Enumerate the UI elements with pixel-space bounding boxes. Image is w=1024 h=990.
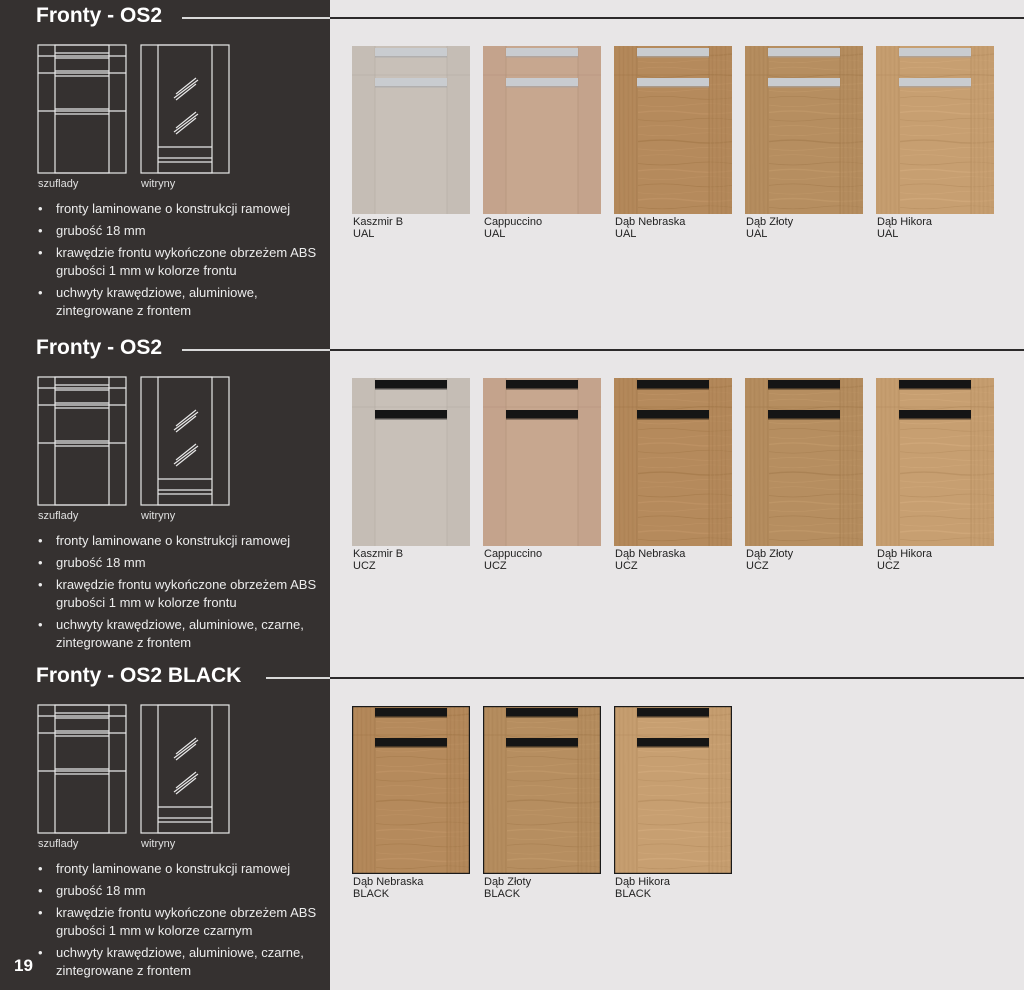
swatch-dab-hikora [876,46,994,214]
swatch-name: Cappuccino [484,548,543,560]
swatch-dab-hikora [614,706,732,874]
swatch-name: Dąb Nebraska [353,876,424,888]
swatch-cappuccino [483,378,601,546]
title-rule [182,17,330,19]
swatch-code: UCZ [484,560,507,572]
feature-item: • krawędzie frontu wykończone obrzeżem ABS grubości 1 mm w kolorze czarnym [36,904,326,940]
feature-item: • grubość 18 mm [36,222,326,240]
feature-item: • fronty laminowane o konstrukcji ramowej [36,532,326,550]
swatch-name: Kaszmir B [353,548,404,560]
title-rule [330,349,1024,351]
page-number: 19 [14,956,33,975]
swatch-dab-zloty [483,706,601,874]
feature-item: • uchwyty krawędziowe, aluminiowe, czarne, zintegrowane z frontem [36,616,326,652]
display-label: witryny [141,510,176,522]
swatch-name: Kaszmir B [353,216,404,228]
swatch-kaszmir-b [352,378,470,546]
title-rule [182,349,330,351]
drawers-diagram [37,376,127,506]
display-cabinet-diagram [140,376,230,506]
swatch-code: BLACK [484,888,521,900]
swatch-code: UAL [615,228,637,240]
display-cabinet-diagram [140,704,230,834]
section-title: Fronty - OS2 [36,336,163,359]
display-label: witryny [141,838,176,850]
swatch-code: UCZ [353,560,376,572]
feature-list [36,860,326,984]
swatch-code: BLACK [615,888,652,900]
swatch-code: UCZ [746,560,769,572]
swatch-dab-nebraska [614,46,732,214]
swatch-name: Dąb Hikora [615,876,671,888]
section-os2-black [0,660,1024,990]
swatch-name: Dąb Złoty [746,548,794,560]
swatch-dab-hikora [876,378,994,546]
swatch-dab-nebraska [614,378,732,546]
swatch-dab-zloty [745,46,863,214]
swatch-code: BLACK [353,888,390,900]
section-title: Fronty - OS2 BLACK [36,664,242,687]
section-os2-ucz [0,332,1024,662]
swatch-name: Dąb Złoty [484,876,532,888]
swatch-name: Dąb Nebraska [615,216,686,228]
swatch-name: Dąb Hikora [877,216,933,228]
drawers-diagram [37,704,127,834]
section-title: Fronty - OS2 [36,4,163,27]
swatch-code: UAL [353,228,375,240]
swatch-code: UCZ [877,560,900,572]
feature-list [36,200,326,324]
title-rule [266,677,330,679]
feature-list [36,532,326,656]
swatch-code: UAL [484,228,506,240]
swatch-name: Dąb Nebraska [615,548,686,560]
feature-item: • krawędzie frontu wykończone obrzeżem ABS grubości 1 mm w kolorze frontu [36,576,326,612]
feature-item: • krawędzie frontu wykończone obrzeżem ABS grubości 1 mm w kolorze frontu [36,244,326,280]
swatch-code: UAL [877,228,899,240]
drawers-diagram [37,44,127,174]
swatch-name: Dąb Złoty [746,216,794,228]
drawers-label: szuflady [38,510,79,522]
swatch-code: UCZ [615,560,638,572]
feature-item: • uchwyty krawędziowe, aluminiowe, zintegrowane z frontem [36,284,326,320]
drawers-label: szuflady [38,178,79,190]
swatch-dab-zloty [745,378,863,546]
swatch-kaszmir-b [352,46,470,214]
drawers-label: szuflady [38,838,79,850]
swatch-cappuccino [483,46,601,214]
swatch-dab-nebraska [352,706,470,874]
feature-item: • fronty laminowane o konstrukcji ramowej [36,200,326,218]
feature-item: • grubość 18 mm [36,882,326,900]
feature-item: • uchwyty krawędziowe, aluminiowe, czarne, zintegrowane z frontem [36,944,326,980]
swatch-code: UAL [746,228,768,240]
section-os2-ual [0,0,1024,330]
title-rule [330,17,1024,19]
swatch-name: Dąb Hikora [877,548,933,560]
feature-item: • grubość 18 mm [36,554,326,572]
feature-item: • fronty laminowane o konstrukcji ramowej [36,860,326,878]
title-rule [330,677,1024,679]
display-cabinet-diagram [140,44,230,174]
display-label: witryny [141,178,176,190]
swatch-name: Cappuccino [484,216,543,228]
